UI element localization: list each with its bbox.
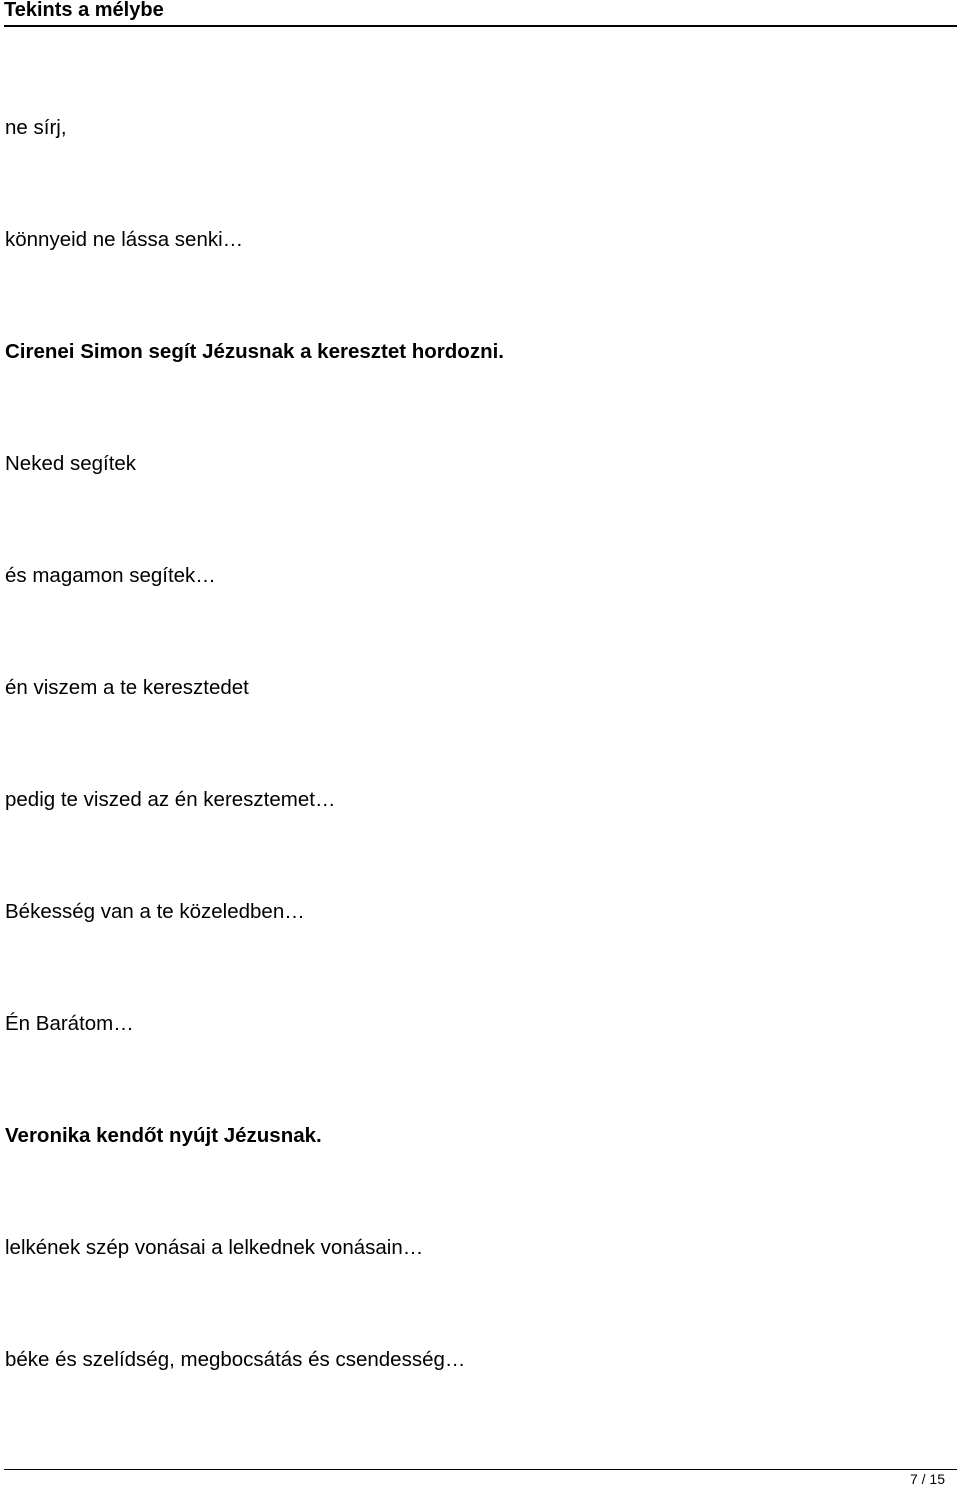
section-heading: Cirenei Simon segít Jézusnak a keresztet hordozni. [5, 340, 504, 363]
text-line: Neked segítek [5, 452, 137, 475]
text-line: Én Barátom… [5, 1012, 134, 1035]
text-line: béke és szelídség, megbocsátás és csendesség… [5, 1348, 466, 1371]
header-divider [4, 25, 957, 27]
text-line: lelkének szép vonásai a lelkednek vonásain… [5, 1236, 424, 1259]
text-line: könnyeid ne lássa senki… [5, 228, 244, 251]
text-line: pedig te viszed az én keresztemet… [5, 788, 336, 811]
text-line: ne sírj, [5, 116, 67, 139]
section-heading: Veronika kendőt nyújt Jézusnak. [5, 1124, 322, 1147]
text-line: és magamon segítek… [5, 564, 216, 587]
text-line: én viszem a te keresztedet [5, 676, 249, 699]
page-header-title: Tekints a mélybe [4, 0, 164, 21]
text-line: Békesség van a te közeledben… [5, 900, 305, 923]
footer-divider [4, 1469, 957, 1470]
page-number: 7 / 15 [909, 1471, 945, 1487]
